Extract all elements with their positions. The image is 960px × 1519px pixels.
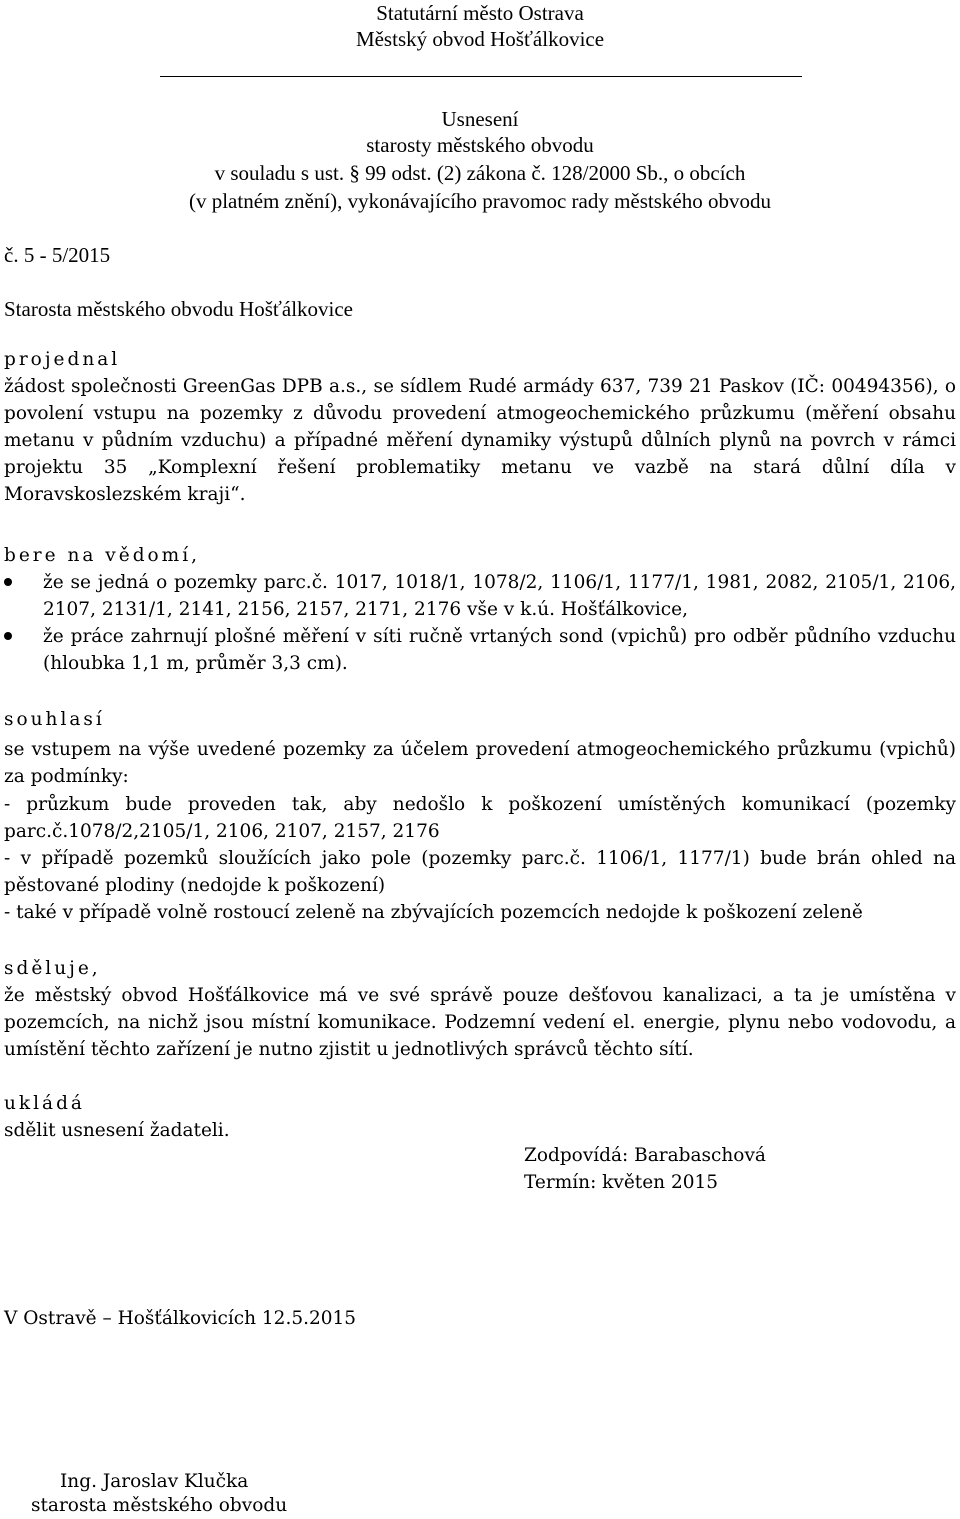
souhlasi-condition-1: - průzkum bude proveden tak, aby nedošlo k poškození umístěných komunikací (pozemky parc.č.1078/2,2105/1, 2106, 2107, 2157, 2176 (4, 794, 956, 842)
projednal-text: žádost společnosti GreenGas DPB a.s., se sídlem Rudé armády 637, 739 21 Paskov (IČ: 00494356), o povolení vstupu na pozemky z důvodu provedení atmogeochemického průzkumu (měření obsahu metanu v půdním vzduchu) a případné měření dynamiky výstupů důlních plynů na povrch v rámci projektu 35 „Komplexní řešení problematiky metanu ve vazbě na stará důlní díla v Moravskoslezském kraji“. (4, 376, 956, 505)
section-heading-projednal: projednal (4, 349, 121, 370)
souhlasi-condition-2: - v případě pozemků sloužících jako pole (pozemky parc.č. 1106/1, 1177/1) bude brán ohled na pěstované plodiny (nedojde k poškození) (4, 848, 956, 896)
souhlasi-intro: se vstupem na výše uvedené pozemky za účelem provedení atmogeochemického průzkumu (vpichů) za podmínky: (4, 739, 956, 787)
bullet-icon (4, 578, 12, 586)
issuer: Starosta městského obvodu Hošťálkovice (4, 297, 354, 321)
sdeluje-text: že městský obvod Hošťálkovice má ve své správě pouze dešťovou kanalizaci, a ta je umístěna v pozemcích, na nichž jsou místní komunikace. Podzemní vedení el. energie, plynu nebo vodovodu, a umístění těchto zařízení je nutno zjistit u jednotlivých správců těchto sítí. (4, 985, 956, 1060)
section-heading-souhlasi: souhlasí (4, 709, 105, 730)
signature-name: Ing. Jaroslav Klučka (60, 1471, 249, 1492)
header-district: Městský obvod Hošťálkovice (355, 27, 605, 51)
souhlasi-condition-3: - také v případě volně rostoucí zeleně na zbývajících pozemcích nedojde k poškození zeleně (4, 902, 863, 923)
place-date: V Ostravě – Hošťálkovicích 12.5.2015 (4, 1308, 357, 1329)
header-divider (160, 76, 802, 77)
resolution-number: č. 5 - 5/2015 (4, 243, 111, 267)
section-heading-uklada: ukládá (4, 1093, 85, 1114)
uklada-text: sdělit usnesení žadateli. (4, 1120, 230, 1141)
title-legal-basis-2: (v platném znění), vykonávajícího pravomoc rady městského obvodu (188, 189, 771, 213)
list-item (4, 569, 956, 623)
list-item-text: že se jedná o pozemky parc.č. 1017, 1018/1, 1078/2, 1106/1, 1177/1, 1981, 2082, 2105/1, 2106, 2107, 2131/1, 2141, 2156, 2157, 2171, 2176 vše v k.ú. Hošťálkovice, (43, 572, 956, 620)
title-usneseni: Usnesení (441, 107, 519, 131)
responsible-person: Zodpovídá: Barabaschová (524, 1145, 766, 1166)
bere-na-vedomi-list (4, 569, 956, 677)
signature-role: starosta městského obvodu (31, 1495, 288, 1516)
header-city: Statutární město Ostrava (376, 1, 584, 25)
section-heading-sdeluje: sděluje, (4, 958, 101, 979)
list-item-text: že práce zahrnují plošné měření v síti ručně vrtaných sond (vpichů) pro odběr půdního vzduchu (hloubka 1,1 m, průměr 3,3 cm). (43, 626, 956, 674)
section-heading-bere-na-vedomi: bere na vědomí, (4, 545, 201, 566)
deadline: Termín: květen 2015 (524, 1172, 719, 1193)
title-starosty: starosty městského obvodu (366, 133, 594, 157)
title-legal-basis: v souladu s ust. § 99 odst. (2) zákona č. 128/2000 Sb., o obcích (214, 161, 746, 185)
list-item (4, 623, 956, 677)
bullet-icon (4, 632, 12, 640)
